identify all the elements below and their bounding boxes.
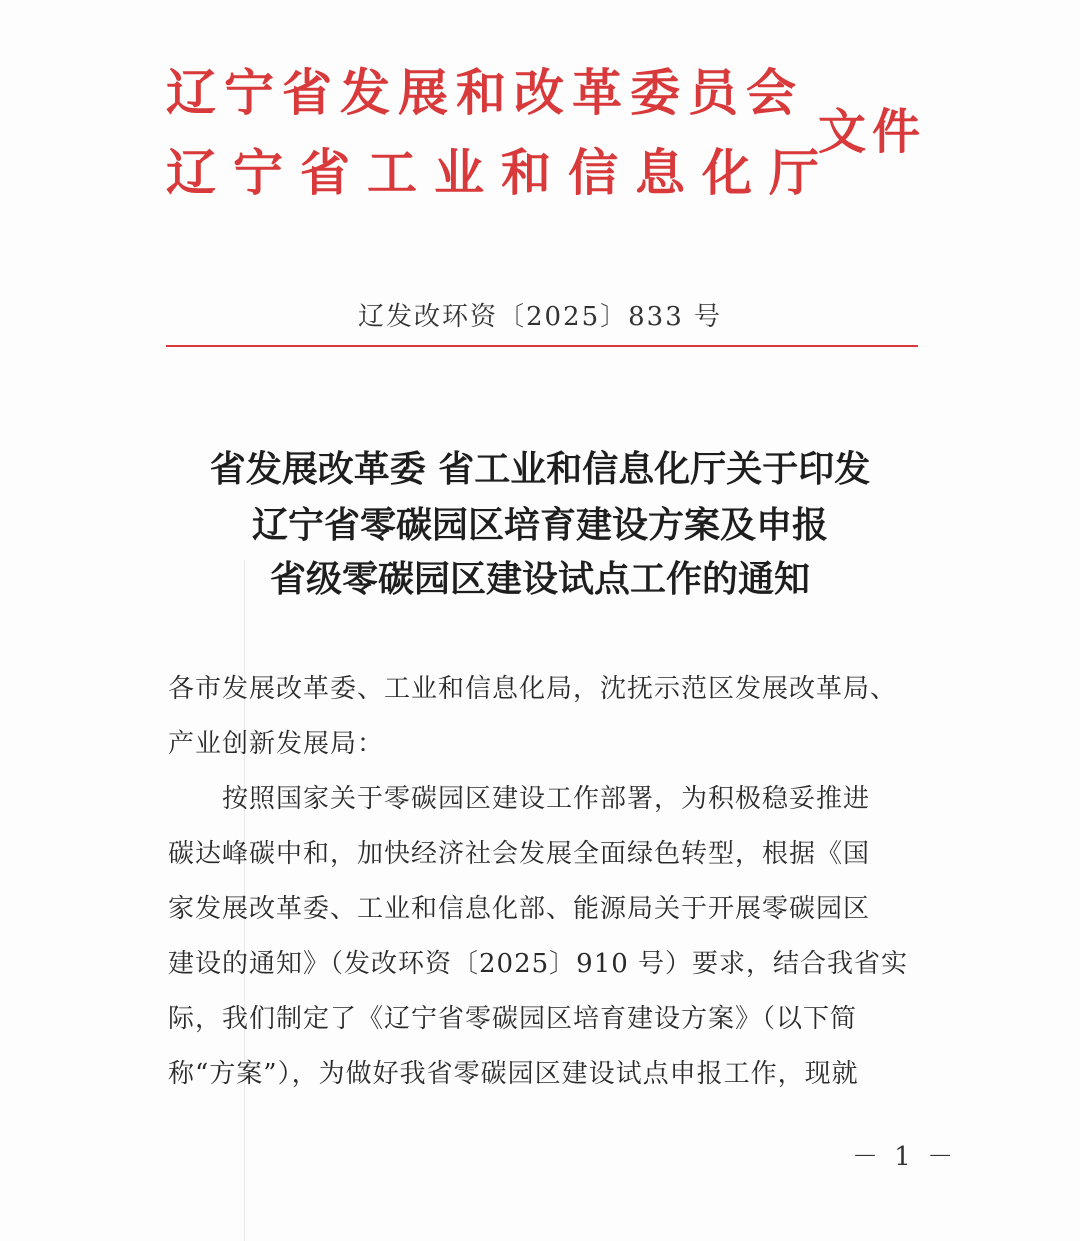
title-line-1: 省发展改革委 省工业和信息化厅关于印发	[209, 449, 871, 490]
page-number: － 1 －	[852, 1142, 958, 1172]
body-line: 际，我们制定了《辽宁省零碳园区培育建设方案》（以下简	[168, 1004, 858, 1034]
body-line: 产业创新发展局：	[168, 729, 385, 759]
document-suffix: 文件	[818, 104, 927, 160]
document-number: 辽发改环资〔2025〕833 号	[357, 302, 723, 332]
body-line: 碳达峰碳中和，加快经济社会发展全面绿色转型，根据《国	[168, 839, 871, 869]
body-line: 各市发展改革委、工业和信息化局，沈抚示范区发展改革局、	[168, 674, 898, 704]
issuer-line-2: 辽宁省工业和信息化厅	[166, 143, 836, 202]
body-line: 按照国家关于零碳园区建设工作部署，为积极稳妥推进	[168, 784, 871, 814]
body-line: 家发展改革委、工业和信息化部、能源局关于开展零碳园区	[168, 894, 871, 924]
title-line-2: 辽宁省零碳园区培育建设方案及申报	[251, 505, 828, 546]
body-line: 称“方案”），为做好我省零碳园区建设试点申报工作，现就	[168, 1059, 859, 1089]
issuer-line-1: 辽宁省发展和改革委员会	[166, 63, 804, 122]
red-separator-rule	[166, 345, 918, 347]
title-line-3: 省级零碳园区建设试点工作的通知	[269, 559, 810, 600]
body-line: 建设的通知》（发改环资〔2025〕910 号）要求，结合我省实	[168, 949, 909, 979]
